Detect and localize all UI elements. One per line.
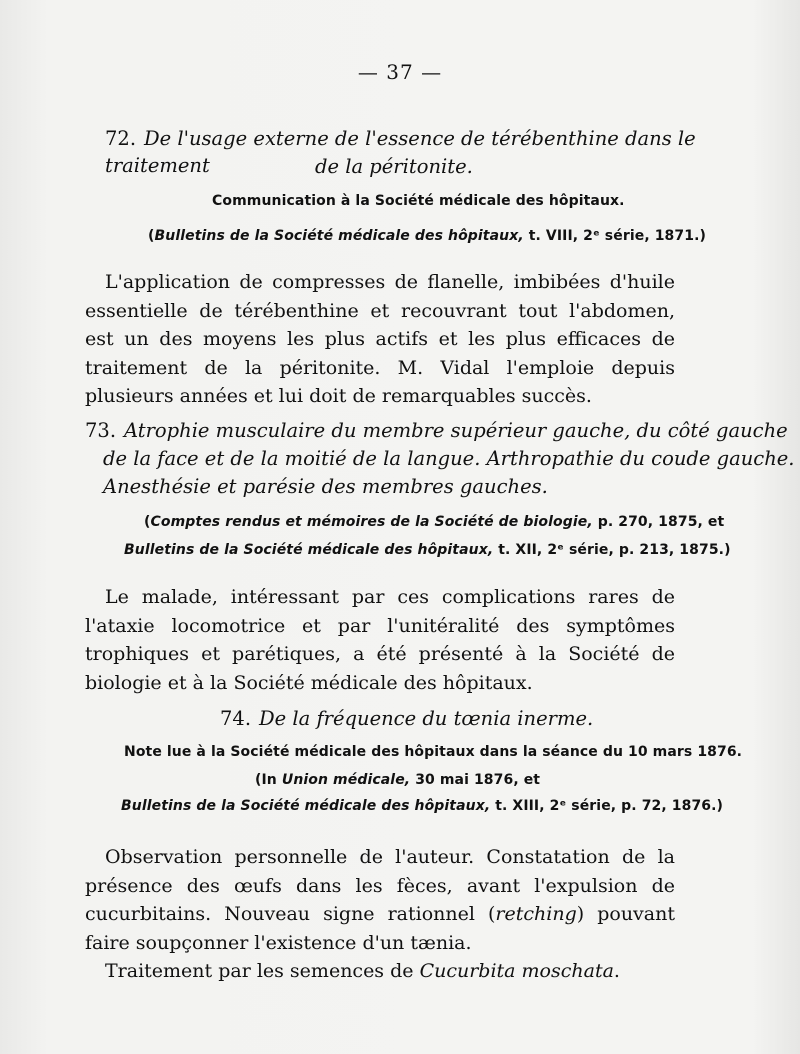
section-73-title-line2: de la face et de la moitié de la langue. Arthropathie du coude gauche. xyxy=(103,447,795,470)
section-73-title-line3: Anesthésie et parésie des membres gauches. xyxy=(103,475,548,498)
section-73-reference-line2: Bulletins de la Société médicale des hôpitaux, t. XII, 2ᵉ série, p. 213, 1875.) xyxy=(124,542,731,558)
section-number: 72. xyxy=(105,127,137,150)
section-72-body: L'application de compresses de flanelle, imbibées d'huile essentielle de térébenthine et recouvrant tout l'abdomen, est un des moyens les plus actifs et les plus efficaces de traitement de la péritonite. M. Vidal l'emploie depuis plusieurs années et lui doit de remarquables succès. xyxy=(85,271,675,408)
title-line: De l'usage externe de l'essence de térébenthine dans le traitement xyxy=(105,127,696,177)
section-73-body: Le malade, intéressant par ces complications rares de l'ataxie locomotrice et par l'unitéralité des symptômes trophiques et parétiques, a été présenté à la Société de biologie et à la Société médicale des hôpitaux. xyxy=(85,586,675,694)
section-72-reference: (Bulletins de la Société médicale des hôpitaux, t. VIII, 2ᵉ série, 1871.) xyxy=(148,228,707,244)
section-72-title-line2: de la péritonite. xyxy=(315,155,473,178)
section-74-body: Observation personnelle de l'auteur. Constatation de la présence des œufs dans les fèces, avant l'expulsion de cucurbitains. Nouveau signe rationnel (retching) pouvant faire soupçonner l'existence d'un tænia. Traitement par les semences de Cucurbita moschata. xyxy=(85,846,675,983)
section-number: 74. xyxy=(220,707,252,730)
section-72-note: Communication à la Société médicale des hôpitaux. xyxy=(212,193,625,209)
section-number: 73. xyxy=(85,419,117,442)
section-73-reference: (Comptes rendus et mémoires de la Société de biologie, p. 270, 1875, et xyxy=(144,514,725,530)
section-73-title xyxy=(85,417,788,444)
page-number: — 37 — xyxy=(357,60,443,84)
section-74-reference: (In Union médicale, 30 mai 1876, et xyxy=(255,772,541,788)
title-line: De la fréquence du tœnia inerme. xyxy=(259,707,594,730)
section-74-reference-line2: Bulletins de la Société médicale des hôpitaux, t. XIII, 2ᵉ série, p. 72, 1876.) xyxy=(121,798,724,814)
section-74-title xyxy=(220,705,593,732)
title-line: Atrophie musculaire du membre supérieur gauche, du côté gauche xyxy=(124,419,788,442)
section-74-note: Note lue à la Société médicale des hôpitaux dans la séance du 10 mars 1876. xyxy=(124,744,743,760)
